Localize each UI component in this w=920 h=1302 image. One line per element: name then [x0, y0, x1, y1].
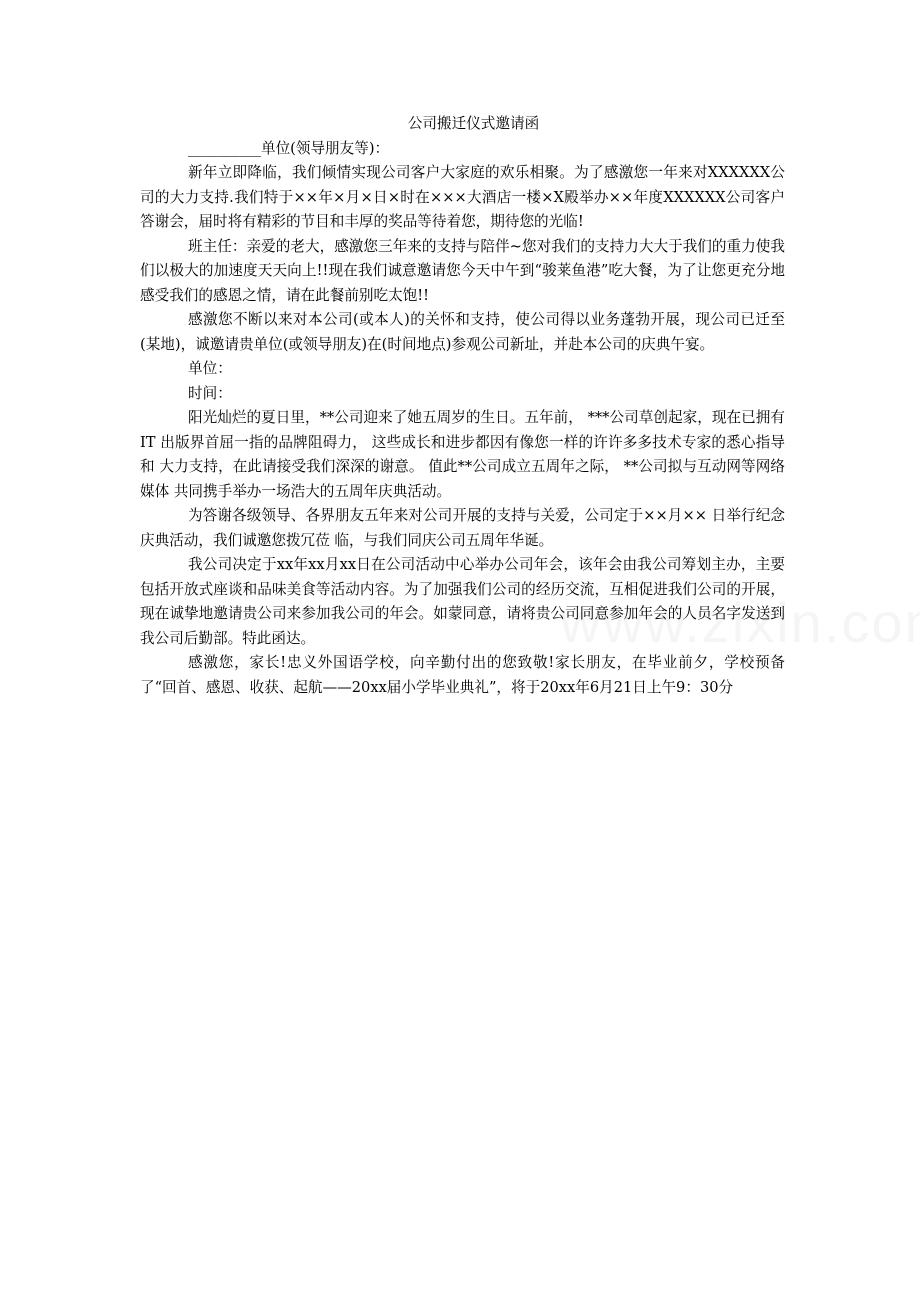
paragraph-relocation: 感激您不断以来对本公司(或本人)的关怀和支持，使公司得以业务蓬勃开展，现公司已迁至 (某地)，诚邀请贵单位(或领导朋友)在(时间地点)参观公司新址，并赴本公司的庆典午宴。: [140, 311, 785, 353]
salutation-line: __________单位(领导朋友等)：: [188, 139, 390, 157]
paragraph-head-teacher: 班主任：亲爱的老大，感激您三年来的支持与陪伴~您对我们的支持力大大于我们的重力使我们以极大的加速度天天向上!!现在我们诚意邀请您今天中午到“骏莱鱼港”吃大餐，为了让您更充分地感受我们的感恩之情，请在此餐前别吃太饱!!: [140, 237, 785, 304]
paragraph-new-year: 新年立即降临，我们倾情实现公司客户大家庭的欢乐相聚。为了感激您一年来对XXXXXX公司的大力支持.我们特于××年×月×日×时在×××大酒店一楼×X殿举办××年度XXXXXX公司客户答谢会，届时将有精彩的节目和丰厚的奖品等待着您，期待您的光临!: [140, 164, 785, 230]
unit-label: 单位：: [188, 360, 232, 377]
document-page: [140, 112, 785, 700]
time-label: 时间：: [188, 384, 232, 402]
paragraph-annual-meeting: 我公司决定于xx年xx月xx日在公司活动中心举办公司年会，该年会由我公司筹划主办，主要包括开放式座谈和品味美食等活动内容。为了加强我们公司的经历交流，互相促进我们公司的开展，现在诚挚地邀请贵公司来参加我公司的年会。如蒙同意，请将贵公司同意参加年会的人员名字发送到我公司后勤部。特此函达。: [140, 556, 785, 647]
paragraph-graduation: 感激您，家长!忠义外国语学校，向辛勤付出的您致敬!家长朋友，在毕业前夕，学校预备了“回首、感恩、收获、起航——20xx届小学毕业典礼”，将于20xx年6月21日上午9：30分: [140, 654, 785, 696]
paragraph-anniversary: 阳光灿烂的夏日里，**公司迎来了她五周岁的生日。五年前， ***公司草创起家，现在已拥有 IT 出版界首屈一指的品牌阻碍力， 这些成长和进步都因有像您一样的许许多多技术专家的悉心指导和 大力支持，在此请接受我们深深的谢意。 值此**公司成立五周年之际， **公司拟与互动网等网络媒体 共同携手举办一场浩大的五周年庆典活动。: [140, 409, 785, 500]
document-title: 公司搬迁仪式邀请函: [407, 115, 540, 132]
paragraph-celebration: 为答谢各级领导、各界朋友五年来对公司开展的支持与关爱，公司定于××月×× 日举行纪念庆典活动，我们诚邀您拨冗莅 临，与我们同庆公司五周年华诞。: [140, 507, 785, 549]
